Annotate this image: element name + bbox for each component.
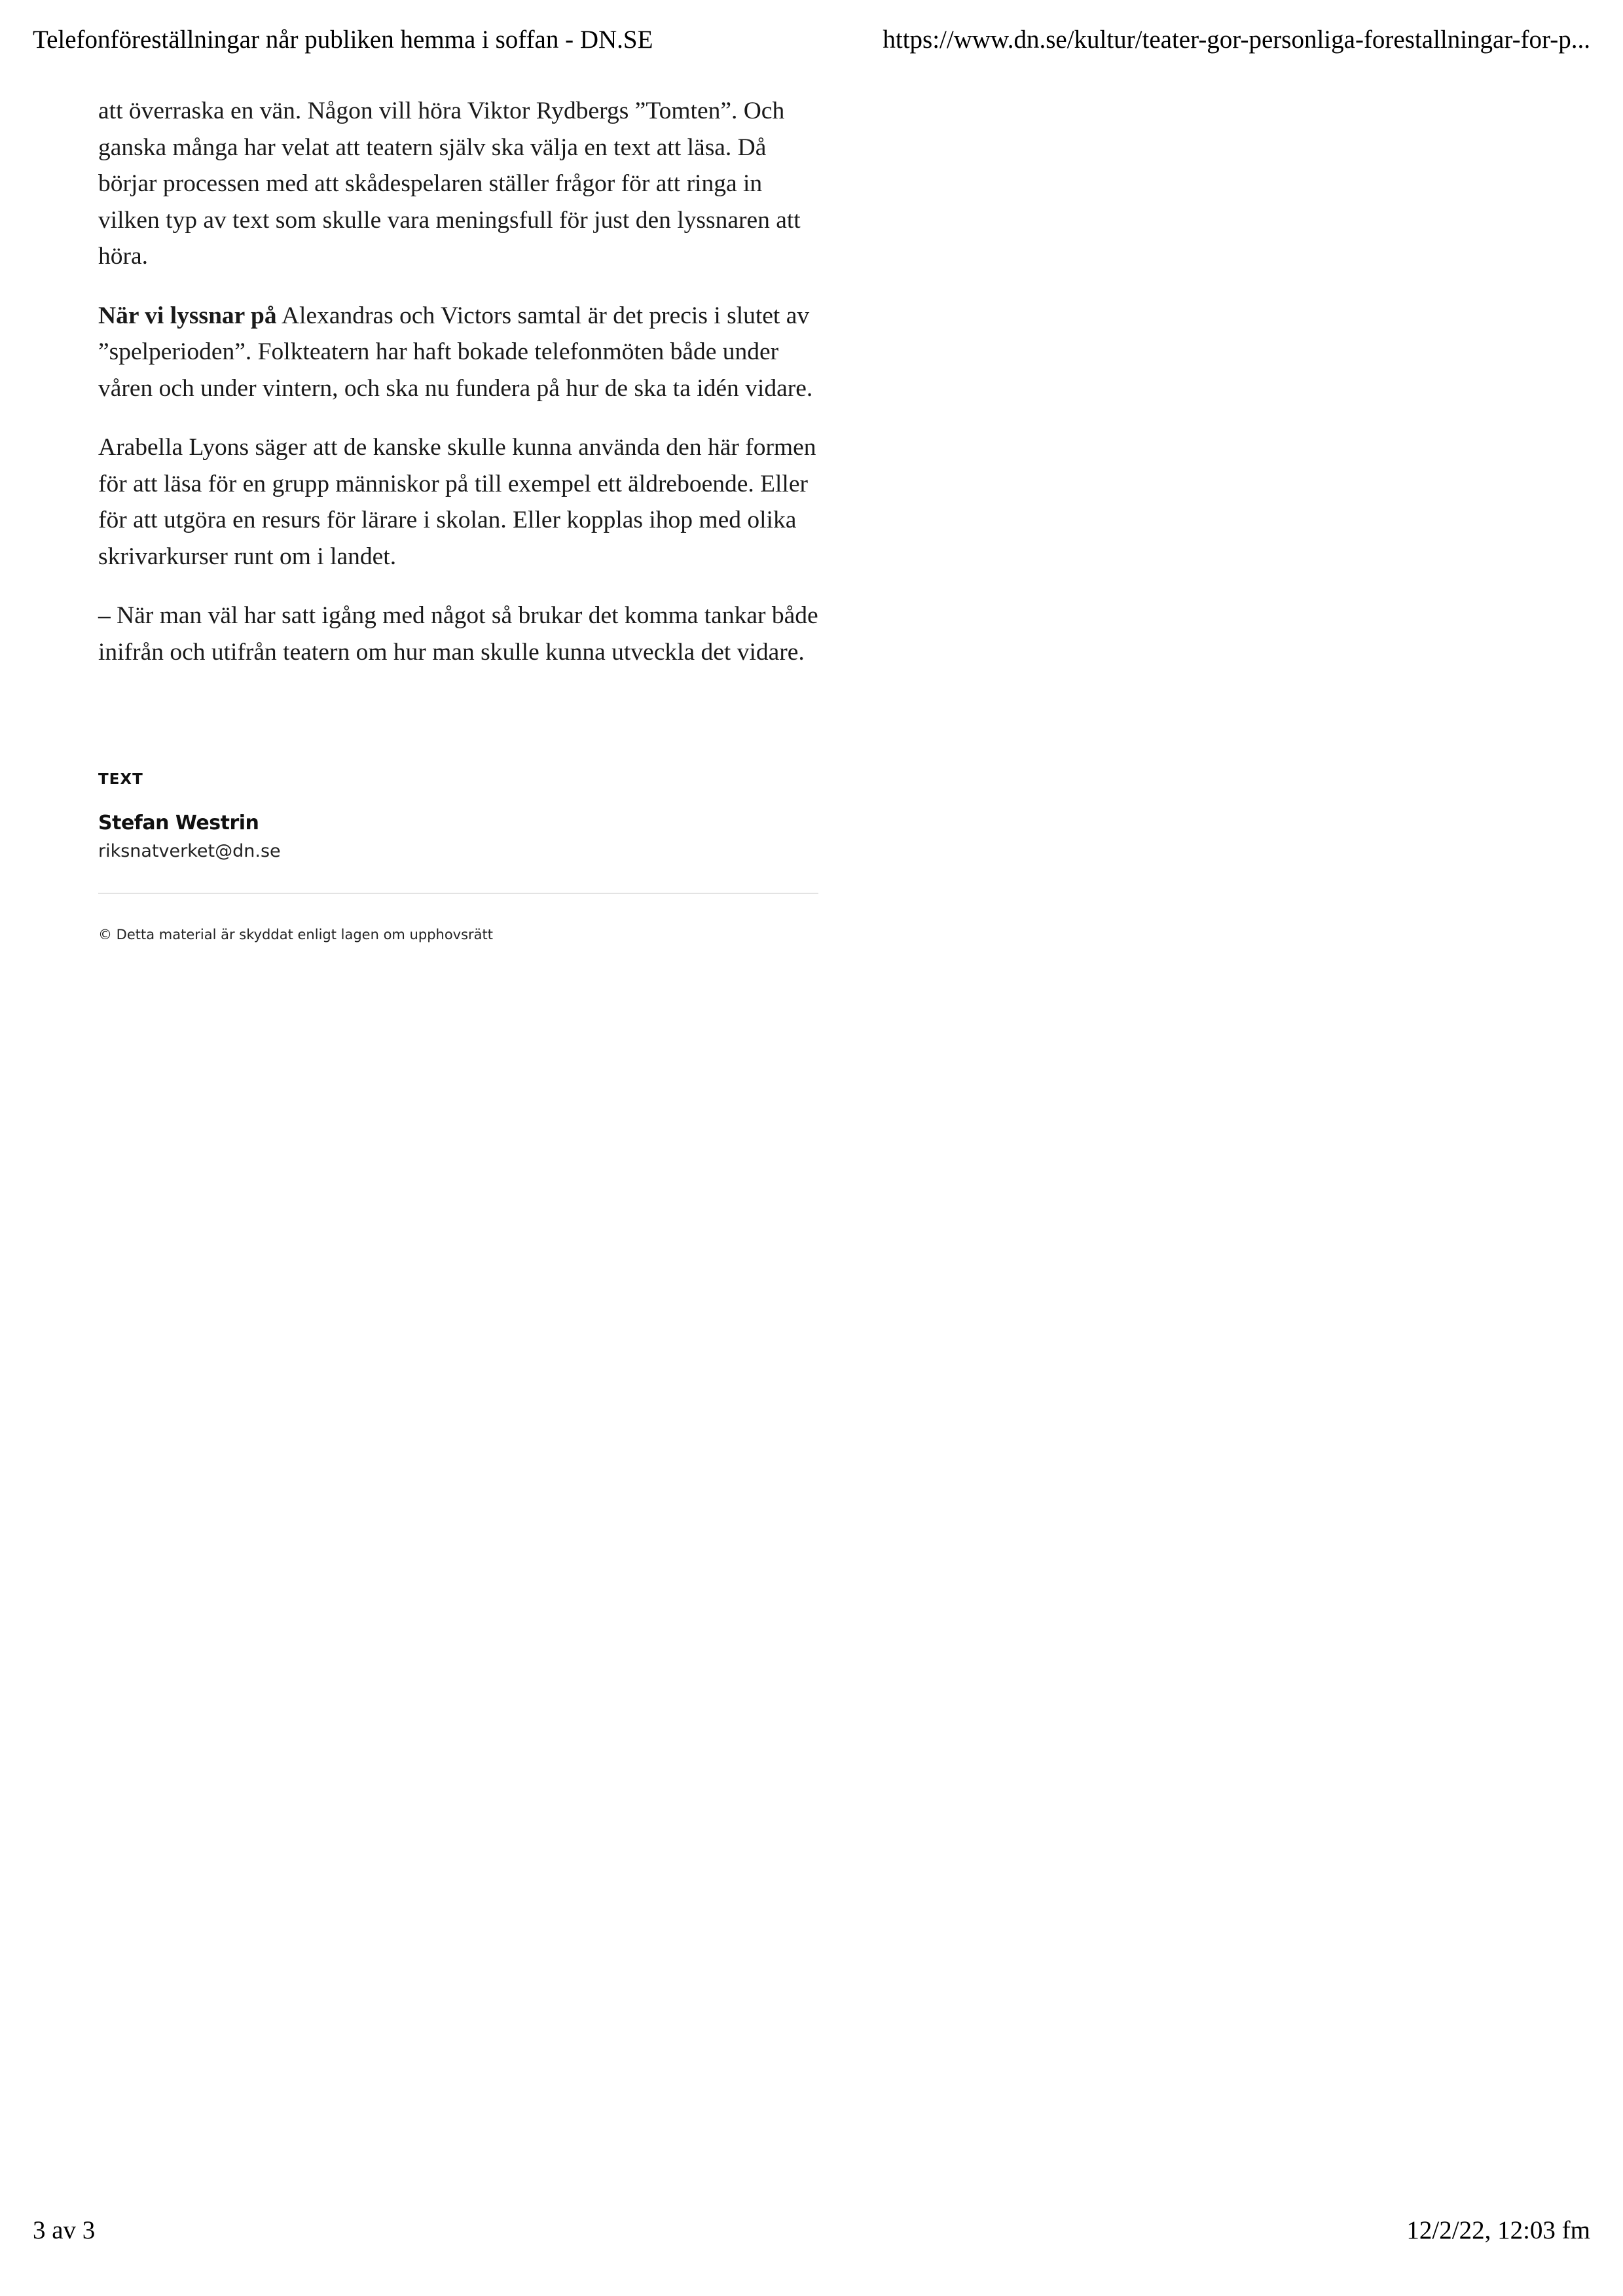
paragraph-lead: När vi lyssnar på: [98, 302, 277, 329]
page-url: https://www.dn.se/kultur/teater-gor-personliga-forestallningar-for-p...: [883, 26, 1590, 54]
article-paragraph: [98, 93, 818, 275]
author-email[interactable]: riksnatverket@dn.se: [98, 841, 281, 861]
page-title: Telefonföreställningar når publiken hemma i soffan - DN.SE: [33, 26, 653, 54]
author-name[interactable]: Stefan Westrin: [98, 812, 259, 834]
byline-role: TEXT: [98, 771, 143, 788]
paragraph-text: att överraska en vän. Någon vill höra Viktor Rydbergs ”Tomten”. Och ganska många har velat att teatern själv ska välja en text att läsa. Då börjar processen med att skådespelaren ställer frågor för att ringa in vilken typ av text som skulle vara meningsfull för just den lyssnaren att höra.: [98, 98, 801, 270]
page-number: 3 av 3: [33, 2216, 96, 2244]
print-header: [33, 25, 1590, 64]
divider: [98, 893, 818, 894]
paragraph-text: Alexandras och Victors samtal är det precis i slutet av ”spelperioden”. Folkteatern har haft bokade telefonmöten både under våren och under vintern, och ska nu fundera på hur de ska ta idén vidare.: [98, 302, 813, 402]
paragraph-text: Arabella Lyons säger att de kanske skulle kunna använda den här formen för att läsa för en grupp människor på till exempel ett äldreboende. Eller för att utgöra en resurs för lärare i skolan. Eller kopplas ihop med olika skrivarkurser runt om i landet.: [98, 434, 816, 570]
article-paragraph: [98, 298, 818, 407]
article-body: [98, 93, 818, 693]
copyright-notice: © Detta material är skyddat enligt lagen om upphovsrätt: [98, 927, 494, 942]
print-footer: [33, 2215, 1590, 2255]
print-datetime: 12/2/22, 12:03 fm: [1406, 2216, 1590, 2244]
article-paragraph: [98, 598, 818, 670]
paragraph-text: – När man väl har satt igång med något så brukar det komma tankar både inifrån och utifrån teatern om hur man skulle kunna utveckla det vidare.: [98, 602, 818, 666]
byline: [98, 771, 818, 861]
article-paragraph: [98, 429, 818, 575]
